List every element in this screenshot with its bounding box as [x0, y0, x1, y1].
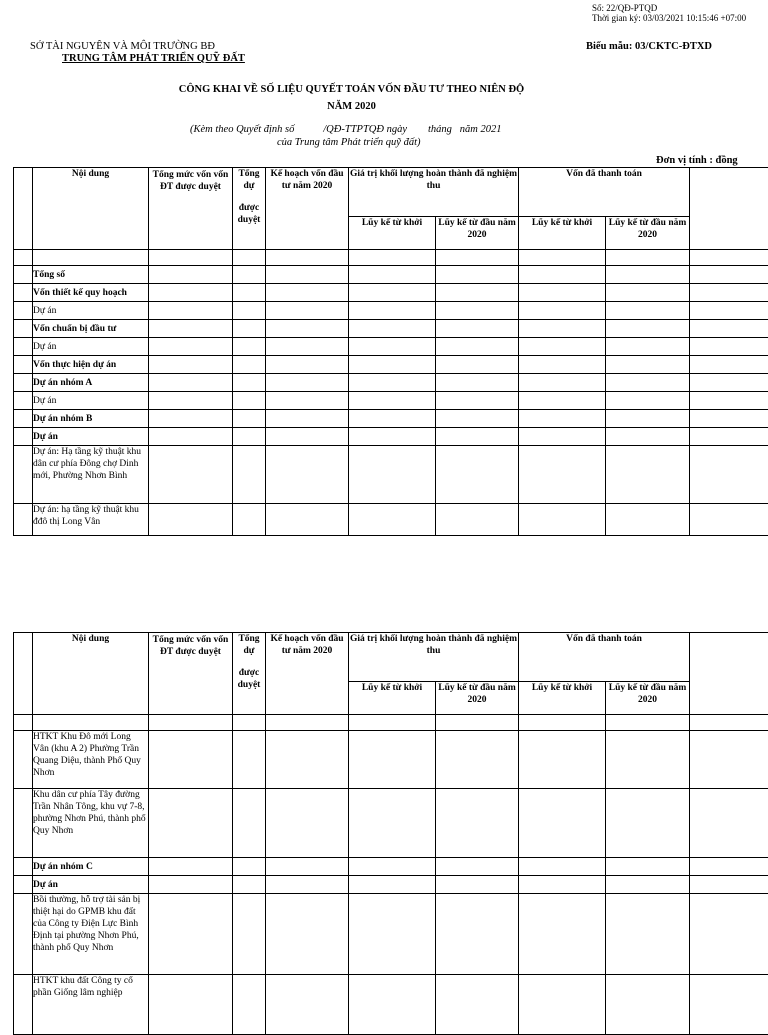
table-cell: [349, 250, 436, 266]
table-cell: [266, 320, 349, 338]
col-header-ke-hoach: Kế hoạch vốn đầu tư năm 2020: [266, 633, 349, 715]
row-label: Vốn thiết kế quy hoạch: [33, 284, 149, 302]
table-cell: [436, 446, 519, 504]
table-cell: [149, 504, 233, 536]
table-row: [14, 250, 768, 266]
header-blank: [14, 633, 33, 715]
table-cell: [606, 731, 690, 789]
table-cell: [690, 302, 768, 320]
settlement-table-2: [13, 632, 768, 1035]
table-cell: [14, 250, 33, 266]
table-cell: [519, 446, 606, 504]
table-row: [14, 410, 768, 428]
row-label: Bồi thường, hỗ trợ tài sản bị thiệt hại do GPMB khu đất của Công ty Điện Lực Bình Định tại phường Nhơn Phú, thành phố Quy Nhơn: [33, 894, 149, 975]
table-cell: [436, 504, 519, 536]
table-cell: [14, 894, 33, 975]
table-cell: [233, 284, 266, 302]
col-header-gia-tri: Giá trị khối lượng hoàn thành đã nghiệm thu: [349, 633, 519, 682]
table-row: [14, 320, 768, 338]
row-label: Dự án nhóm B: [33, 410, 149, 428]
table-cell: [519, 789, 606, 858]
row-label: Dự án: [33, 428, 149, 446]
table-cell: [14, 356, 33, 374]
table-cell: [690, 715, 768, 731]
table-cell: [149, 320, 233, 338]
table-row: [14, 894, 768, 975]
table-cell: [233, 446, 266, 504]
header-blank-end: [690, 633, 768, 715]
row-label: Vốn thực hiện dự án: [33, 356, 149, 374]
table-cell: [349, 715, 436, 731]
table-cell: [14, 392, 33, 410]
table-row: [14, 504, 768, 536]
table-cell: [149, 975, 233, 1035]
table-cell: [690, 504, 768, 536]
col-header-gt-luy-ke-khoi: Lũy kế từ khởi: [349, 682, 436, 715]
table-cell: [266, 789, 349, 858]
settlement-table-1: [13, 167, 768, 536]
table-row: [14, 446, 768, 504]
table-cell: [149, 266, 233, 284]
table-cell: [349, 302, 436, 320]
col-header-tong-du-line1: Tổng dự: [233, 168, 265, 192]
table-cell: [690, 356, 768, 374]
col-header-tong-du-line2: được duyệt: [233, 667, 265, 691]
table-cell: [349, 374, 436, 392]
table-cell: [149, 250, 233, 266]
col-header-tong-muc: Tổng mức vốn vốn ĐT được duyệt: [149, 633, 233, 715]
table-cell: [149, 302, 233, 320]
table-cell: [266, 302, 349, 320]
document-title: CÔNG KHAI VỀ SỐ LIỆU QUYẾT TOÁN VỐN ĐẦU TƯ THEO NIÊN ĐỘ: [0, 84, 703, 96]
table-cell: [436, 858, 519, 876]
table-cell: [233, 266, 266, 284]
table-cell: [519, 250, 606, 266]
table-cell: [149, 894, 233, 975]
table-row: [14, 374, 768, 392]
col-header-tong-du-line1: Tổng dự: [233, 633, 265, 657]
table-cell: [349, 894, 436, 975]
col-header-tt-luy-ke-dau: Lũy kế từ đầu năm 2020: [606, 217, 690, 250]
table-cell: [690, 446, 768, 504]
table-cell: [233, 504, 266, 536]
table-cell: [606, 356, 690, 374]
row-label: [33, 250, 149, 266]
table-cell: [690, 731, 768, 789]
table-cell: [606, 266, 690, 284]
table-cell: [233, 392, 266, 410]
table-row: [14, 428, 768, 446]
table-row: [14, 731, 768, 789]
table-cell: [266, 374, 349, 392]
table-cell: [519, 338, 606, 356]
table-cell: [266, 284, 349, 302]
table-cell: [233, 731, 266, 789]
table-cell: [436, 338, 519, 356]
table-cell: [606, 250, 690, 266]
table-cell: [349, 356, 436, 374]
table-cell: [519, 374, 606, 392]
table-cell: [266, 266, 349, 284]
col-header-tong-du: [233, 633, 266, 715]
table-row: [14, 876, 768, 894]
table-cell: [606, 876, 690, 894]
row-label: Tổng số: [33, 266, 149, 284]
table-cell: [14, 302, 33, 320]
col-header-tong-du-line2: được duyệt: [233, 202, 265, 226]
row-label: Dự án: [33, 392, 149, 410]
table-row: [14, 392, 768, 410]
table-cell: [233, 876, 266, 894]
table-cell: [349, 428, 436, 446]
table-cell: [14, 338, 33, 356]
table-cell: [606, 392, 690, 410]
table-cell: [519, 356, 606, 374]
table-cell: [233, 250, 266, 266]
table-cell: [690, 894, 768, 975]
table-cell: [349, 320, 436, 338]
table-cell: [436, 731, 519, 789]
table-cell: [690, 975, 768, 1035]
table-cell: [436, 392, 519, 410]
table-cell: [233, 858, 266, 876]
table-cell: [149, 374, 233, 392]
row-label: Dự án: hạ tầng kỹ thuật khu đđô thị Long Vân: [33, 504, 149, 536]
table-cell: [14, 446, 33, 504]
registered-time: Thời gian ký: 03/03/2021 10:15:46 +07:00: [592, 13, 746, 23]
table-cell: [690, 320, 768, 338]
table-cell: [349, 504, 436, 536]
table-cell: [266, 876, 349, 894]
table-cell: [233, 789, 266, 858]
table-cell: [606, 374, 690, 392]
table-cell: [266, 446, 349, 504]
issuer-reference: của Trung tâm Phát triển quỹ đất): [277, 137, 421, 149]
table-cell: [436, 266, 519, 284]
col-header-tt-luy-ke-khoi: Lũy kế từ khởi: [519, 217, 606, 250]
table-cell: [690, 789, 768, 858]
table-cell: [436, 320, 519, 338]
row-label: Dự án: Hạ tầng kỹ thuật khu dân cư phía Đông chợ Dinh mới, Phường Nhơn Bình: [33, 446, 149, 504]
table-cell: [233, 356, 266, 374]
table-row: [14, 302, 768, 320]
table-cell: [149, 858, 233, 876]
row-label: Dự án nhóm A: [33, 374, 149, 392]
table-cell: [149, 338, 233, 356]
table-cell: [606, 284, 690, 302]
row-label: Dự án nhóm C: [33, 858, 149, 876]
table-cell: [349, 876, 436, 894]
table-row: [14, 284, 768, 302]
col-header-gt-luy-ke-dau: Lũy kế từ đầu năm 2020: [436, 682, 519, 715]
table-row: [14, 356, 768, 374]
table-cell: [14, 374, 33, 392]
table-cell: [436, 356, 519, 374]
table-cell: [266, 858, 349, 876]
table-cell: [519, 428, 606, 446]
row-label: HTKT khu đất Công ty cổ phần Giống lâm nghiệp: [33, 975, 149, 1035]
table-cell: [436, 302, 519, 320]
row-label: HTKT Khu Đô mới Long Vân (khu A 2) Phường Trần Quang Diệu, thành Phố Quy Nhơn: [33, 731, 149, 789]
col-header-ke-hoach: Kế hoạch vốn đầu tư năm 2020: [266, 168, 349, 250]
col-header-tt-luy-ke-dau: Lũy kế từ đầu năm 2020: [606, 682, 690, 715]
table-cell: [436, 284, 519, 302]
table-cell: [519, 392, 606, 410]
table-cell: [349, 975, 436, 1035]
col-header-tong-muc: Tổng mức vốn vốn ĐT được duyệt: [149, 168, 233, 250]
table-cell: [606, 975, 690, 1035]
table-cell: [349, 338, 436, 356]
table-cell: [266, 894, 349, 975]
table-cell: [349, 266, 436, 284]
table-cell: [14, 858, 33, 876]
table-cell: [519, 731, 606, 789]
table-cell: [149, 284, 233, 302]
table-cell: [606, 858, 690, 876]
table-cell: [14, 876, 33, 894]
table-cell: [519, 302, 606, 320]
table-cell: [606, 504, 690, 536]
header-blank: [14, 168, 33, 250]
table-cell: [14, 428, 33, 446]
table-cell: [436, 876, 519, 894]
table-row: [14, 715, 768, 731]
col-header-von-thanh-toan: Vốn đã thanh toán: [519, 633, 690, 682]
col-header-gt-luy-ke-dau: Lũy kế từ đầu năm 2020: [436, 217, 519, 250]
table-cell: [606, 338, 690, 356]
table-cell: [14, 284, 33, 302]
table-cell: [349, 731, 436, 789]
col-header-tong-du: [233, 168, 266, 250]
col-header-noi-dung: Nội dung: [33, 168, 149, 250]
table-cell: [266, 975, 349, 1035]
table-cell: [519, 504, 606, 536]
table-cell: [14, 504, 33, 536]
table-cell: [349, 446, 436, 504]
table-cell: [149, 446, 233, 504]
table-cell: [436, 894, 519, 975]
table-cell: [436, 975, 519, 1035]
table-cell: [349, 410, 436, 428]
table-cell: [233, 975, 266, 1035]
table-cell: [690, 250, 768, 266]
table-row: [14, 338, 768, 356]
table-cell: [266, 504, 349, 536]
table-row: [14, 975, 768, 1035]
row-label: Dự án: [33, 338, 149, 356]
table-cell: [233, 894, 266, 975]
table-cell: [606, 302, 690, 320]
table-cell: [14, 410, 33, 428]
form-code: Biểu mẫu: 03/CKTC-ĐTXD: [586, 41, 712, 53]
col-header-gia-tri: Giá trị khối lượng hoàn thành đã nghiệm thu: [349, 168, 519, 217]
table-cell: [436, 428, 519, 446]
table-cell: [266, 410, 349, 428]
table-cell: [519, 715, 606, 731]
table-cell: [233, 302, 266, 320]
table-cell: [690, 876, 768, 894]
col-header-von-thanh-toan: Vốn đã thanh toán: [519, 168, 690, 217]
table-cell: [519, 876, 606, 894]
row-label: Khu dân cư phía Tây đường Trần Nhân Tông, khu vự 7-8, phường Nhơn Phú, thành phố Quy Nhơn: [33, 789, 149, 858]
table-cell: [149, 789, 233, 858]
unit-label: Đơn vị tính : đồng: [656, 155, 738, 167]
table-cell: [149, 715, 233, 731]
table-cell: [14, 320, 33, 338]
decision-reference: (Kèm theo Quyết định số /QĐ-TTPTQĐ ngày tháng năm 2021: [190, 124, 501, 136]
table-cell: [349, 392, 436, 410]
table-cell: [14, 731, 33, 789]
table-cell: [606, 320, 690, 338]
table-cell: [436, 789, 519, 858]
table-cell: [266, 731, 349, 789]
table-cell: [690, 284, 768, 302]
table-cell: [349, 284, 436, 302]
row-label: Vốn chuẩn bị đầu tư: [33, 320, 149, 338]
col-header-tt-luy-ke-khoi: Lũy kế từ khởi: [519, 682, 606, 715]
table-cell: [349, 789, 436, 858]
table-cell: [149, 731, 233, 789]
table-cell: [690, 266, 768, 284]
org-parent: SỞ TÀI NGUYÊN VÀ MÔI TRƯỜNG BĐ: [30, 41, 215, 53]
table-cell: [233, 715, 266, 731]
table-cell: [266, 392, 349, 410]
col-header-noi-dung: Nội dung: [33, 633, 149, 715]
table-cell: [14, 266, 33, 284]
table-cell: [690, 338, 768, 356]
table-cell: [519, 894, 606, 975]
table-cell: [233, 338, 266, 356]
table-cell: [149, 410, 233, 428]
document-year: NĂM 2020: [0, 101, 703, 113]
row-label: Dự án: [33, 302, 149, 320]
table-cell: [519, 266, 606, 284]
table-cell: [149, 428, 233, 446]
table-cell: [14, 789, 33, 858]
table-cell: [233, 320, 266, 338]
table-cell: [233, 428, 266, 446]
table-cell: [266, 250, 349, 266]
table-cell: [149, 876, 233, 894]
table-cell: [266, 428, 349, 446]
table-cell: [149, 392, 233, 410]
doc-number: Số: 22/QĐ-PTQD: [592, 3, 657, 13]
table-cell: [519, 975, 606, 1035]
table-row: [14, 858, 768, 876]
table-cell: [233, 374, 266, 392]
table-cell: [606, 410, 690, 428]
table-cell: [690, 392, 768, 410]
org-unit: TRUNG TÂM PHÁT TRIỂN QUỸ ĐẤT: [62, 53, 245, 65]
table-cell: [436, 410, 519, 428]
table-cell: [690, 858, 768, 876]
table-cell: [436, 250, 519, 266]
table-cell: [519, 858, 606, 876]
table-cell: [690, 374, 768, 392]
table-cell: [519, 284, 606, 302]
col-header-gt-luy-ke-khoi: Lũy kế từ khởi: [349, 217, 436, 250]
table-cell: [266, 715, 349, 731]
table-cell: [690, 410, 768, 428]
table-cell: [266, 356, 349, 374]
table-cell: [606, 715, 690, 731]
table-cell: [436, 715, 519, 731]
table-cell: [266, 338, 349, 356]
table-cell: [606, 789, 690, 858]
table-cell: [349, 858, 436, 876]
header-blank-end: [690, 168, 768, 250]
table-cell: [606, 894, 690, 975]
table-cell: [606, 446, 690, 504]
table-cell: [519, 320, 606, 338]
row-label: [33, 715, 149, 731]
table-cell: [436, 374, 519, 392]
table-cell: [233, 410, 266, 428]
table-row: [14, 266, 768, 284]
table-cell: [14, 715, 33, 731]
row-label: Dự án: [33, 876, 149, 894]
table-cell: [14, 975, 33, 1035]
table-cell: [690, 428, 768, 446]
table-cell: [606, 428, 690, 446]
table-cell: [519, 410, 606, 428]
table-cell: [149, 356, 233, 374]
table-row: [14, 789, 768, 858]
